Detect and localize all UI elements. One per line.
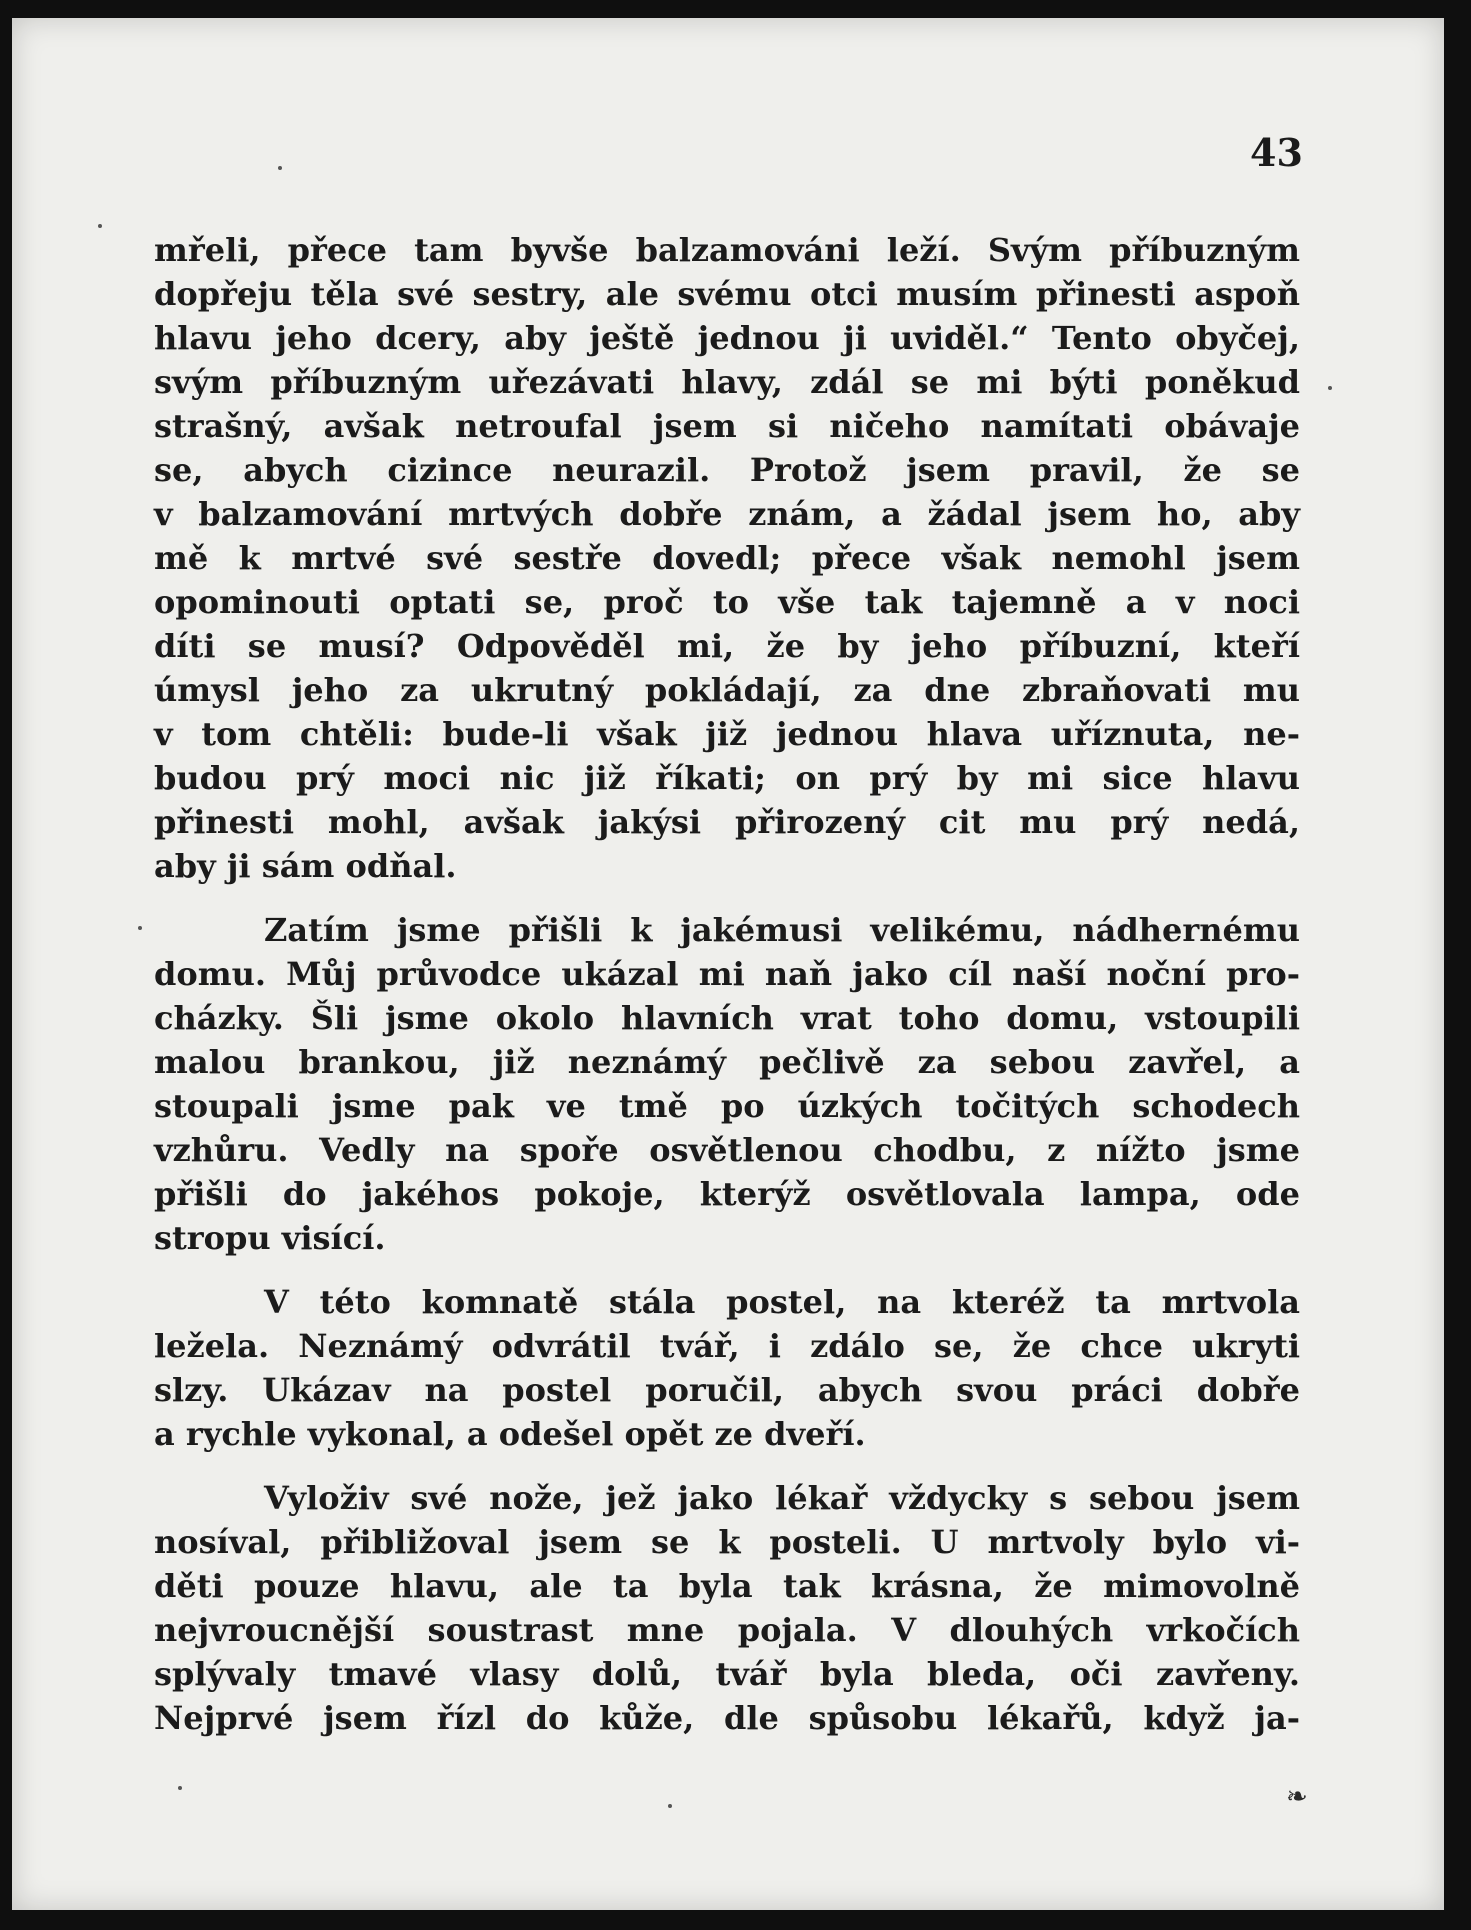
text-line: cházky. Šli jsme okolo hlavních vrat toho domu, vstoupili: [154, 999, 1300, 1037]
text-line: hlavu jeho dcery, aby ještě jednou ji uviděl.“ Tento obyčej,: [154, 319, 1300, 357]
text-line: a rychle vykonal, a odešel opět ze dveří.: [154, 1415, 866, 1453]
page-number: 43: [1250, 130, 1303, 175]
paragraph-3: [154, 1280, 1300, 1456]
paragraph-1: [154, 228, 1300, 888]
paragraph-2: [154, 908, 1300, 1260]
text-line: nejvroucnější soustrast mne pojala. V dlouhých vrkočích: [154, 1611, 1300, 1649]
text-line: svým příbuzným uřezávati hlavy, zdál se mi býti poněkud: [154, 363, 1300, 401]
text-line: přišli do jakéhos pokoje, kterýž osvětlovala lampa, ode: [154, 1175, 1300, 1213]
text-line: mě k mrtvé své sestře dovedl; přece však nemohl jsem: [154, 539, 1300, 577]
text-line: vzhůru. Vedly na spoře osvětlenou chodbu, z nížto jsme: [154, 1131, 1300, 1169]
text-line: V této komnatě stála postel, na kteréž ta mrtvola: [264, 1283, 1300, 1321]
text-line: Zatím jsme přišli k jakémusi velikému, nádhernému: [264, 911, 1300, 949]
text-line: slzy. Ukázav na postel poručil, abych svou práci dobře: [154, 1371, 1300, 1409]
text-line: přinesti mohl, avšak jakýsi přirozený cit mu prý nedá,: [154, 803, 1300, 841]
text-line: Nejprvé jsem řízl do kůže, dle spůsobu lékařů, když ja-: [154, 1699, 1300, 1737]
text-line: aby ji sám odňal.: [154, 847, 457, 885]
text-line: Vyloživ své nože, jež jako lékař vždycky s sebou jsem: [264, 1479, 1300, 1517]
dust-speck: [1328, 386, 1332, 390]
text-line: v tom chtěli: bude-li však již jednou hlava uříznuta, ne-: [154, 715, 1300, 753]
text-line: domu. Můj průvodce ukázal mi naň jako cíl naší noční pro-: [154, 955, 1300, 993]
text-line: úmysl jeho za ukrutný pokládají, za dne zbraňovati mu: [154, 671, 1300, 709]
printer-mark-icon: ❧: [1286, 1782, 1308, 1812]
body-text: [154, 228, 1300, 1740]
text-line: se, abych cizince neurazil. Protož jsem pravil, že se: [154, 451, 1300, 489]
paragraph-4: [154, 1476, 1300, 1740]
text-line: strašný, avšak netroufal jsem si ničeho namítati obávaje: [154, 407, 1300, 445]
text-line: díti se musí? Odpověděl mi, že by jeho příbuzní, kteří: [154, 627, 1300, 665]
text-line: opominouti optati se, proč to vše tak tajemně a v noci: [154, 583, 1300, 621]
dust-speck: [278, 166, 282, 170]
text-line: budou prý moci nic již říkati; on prý by mi sice hlavu: [154, 759, 1300, 797]
text-line: splývaly tmavé vlasy dolů, tvář byla bleda, oči zavřeny.: [154, 1655, 1300, 1693]
text-line: nosíval, přibližoval jsem se k posteli. U mrtvoly bylo vi-: [154, 1523, 1300, 1561]
dust-speck: [668, 1804, 672, 1808]
dust-speck: [138, 926, 142, 930]
text-line: malou brankou, již neznámý pečlivě za sebou zavřel, a: [154, 1043, 1300, 1081]
text-line: stropu visící.: [154, 1219, 386, 1257]
dust-speck: [98, 224, 102, 228]
text-line: děti pouze hlavu, ale ta byla tak krásna, že mimovolně: [154, 1567, 1300, 1605]
text-line: v balzamování mrtvých dobře znám, a žádal jsem ho, aby: [154, 495, 1300, 533]
book-page: [12, 18, 1444, 1910]
text-line: dopřeju těla své sestry, ale svému otci musím přinesti aspoň: [154, 275, 1300, 313]
text-line: ležela. Neznámý odvrátil tvář, i zdálo se, že chce ukryti: [154, 1327, 1300, 1365]
text-line: stoupali jsme pak ve tmě po úzkých točitých schodech: [154, 1087, 1300, 1125]
text-line: mřeli, přece tam byvše balzamováni leží. Svým příbuzným: [154, 231, 1300, 269]
dust-speck: [178, 1786, 182, 1790]
